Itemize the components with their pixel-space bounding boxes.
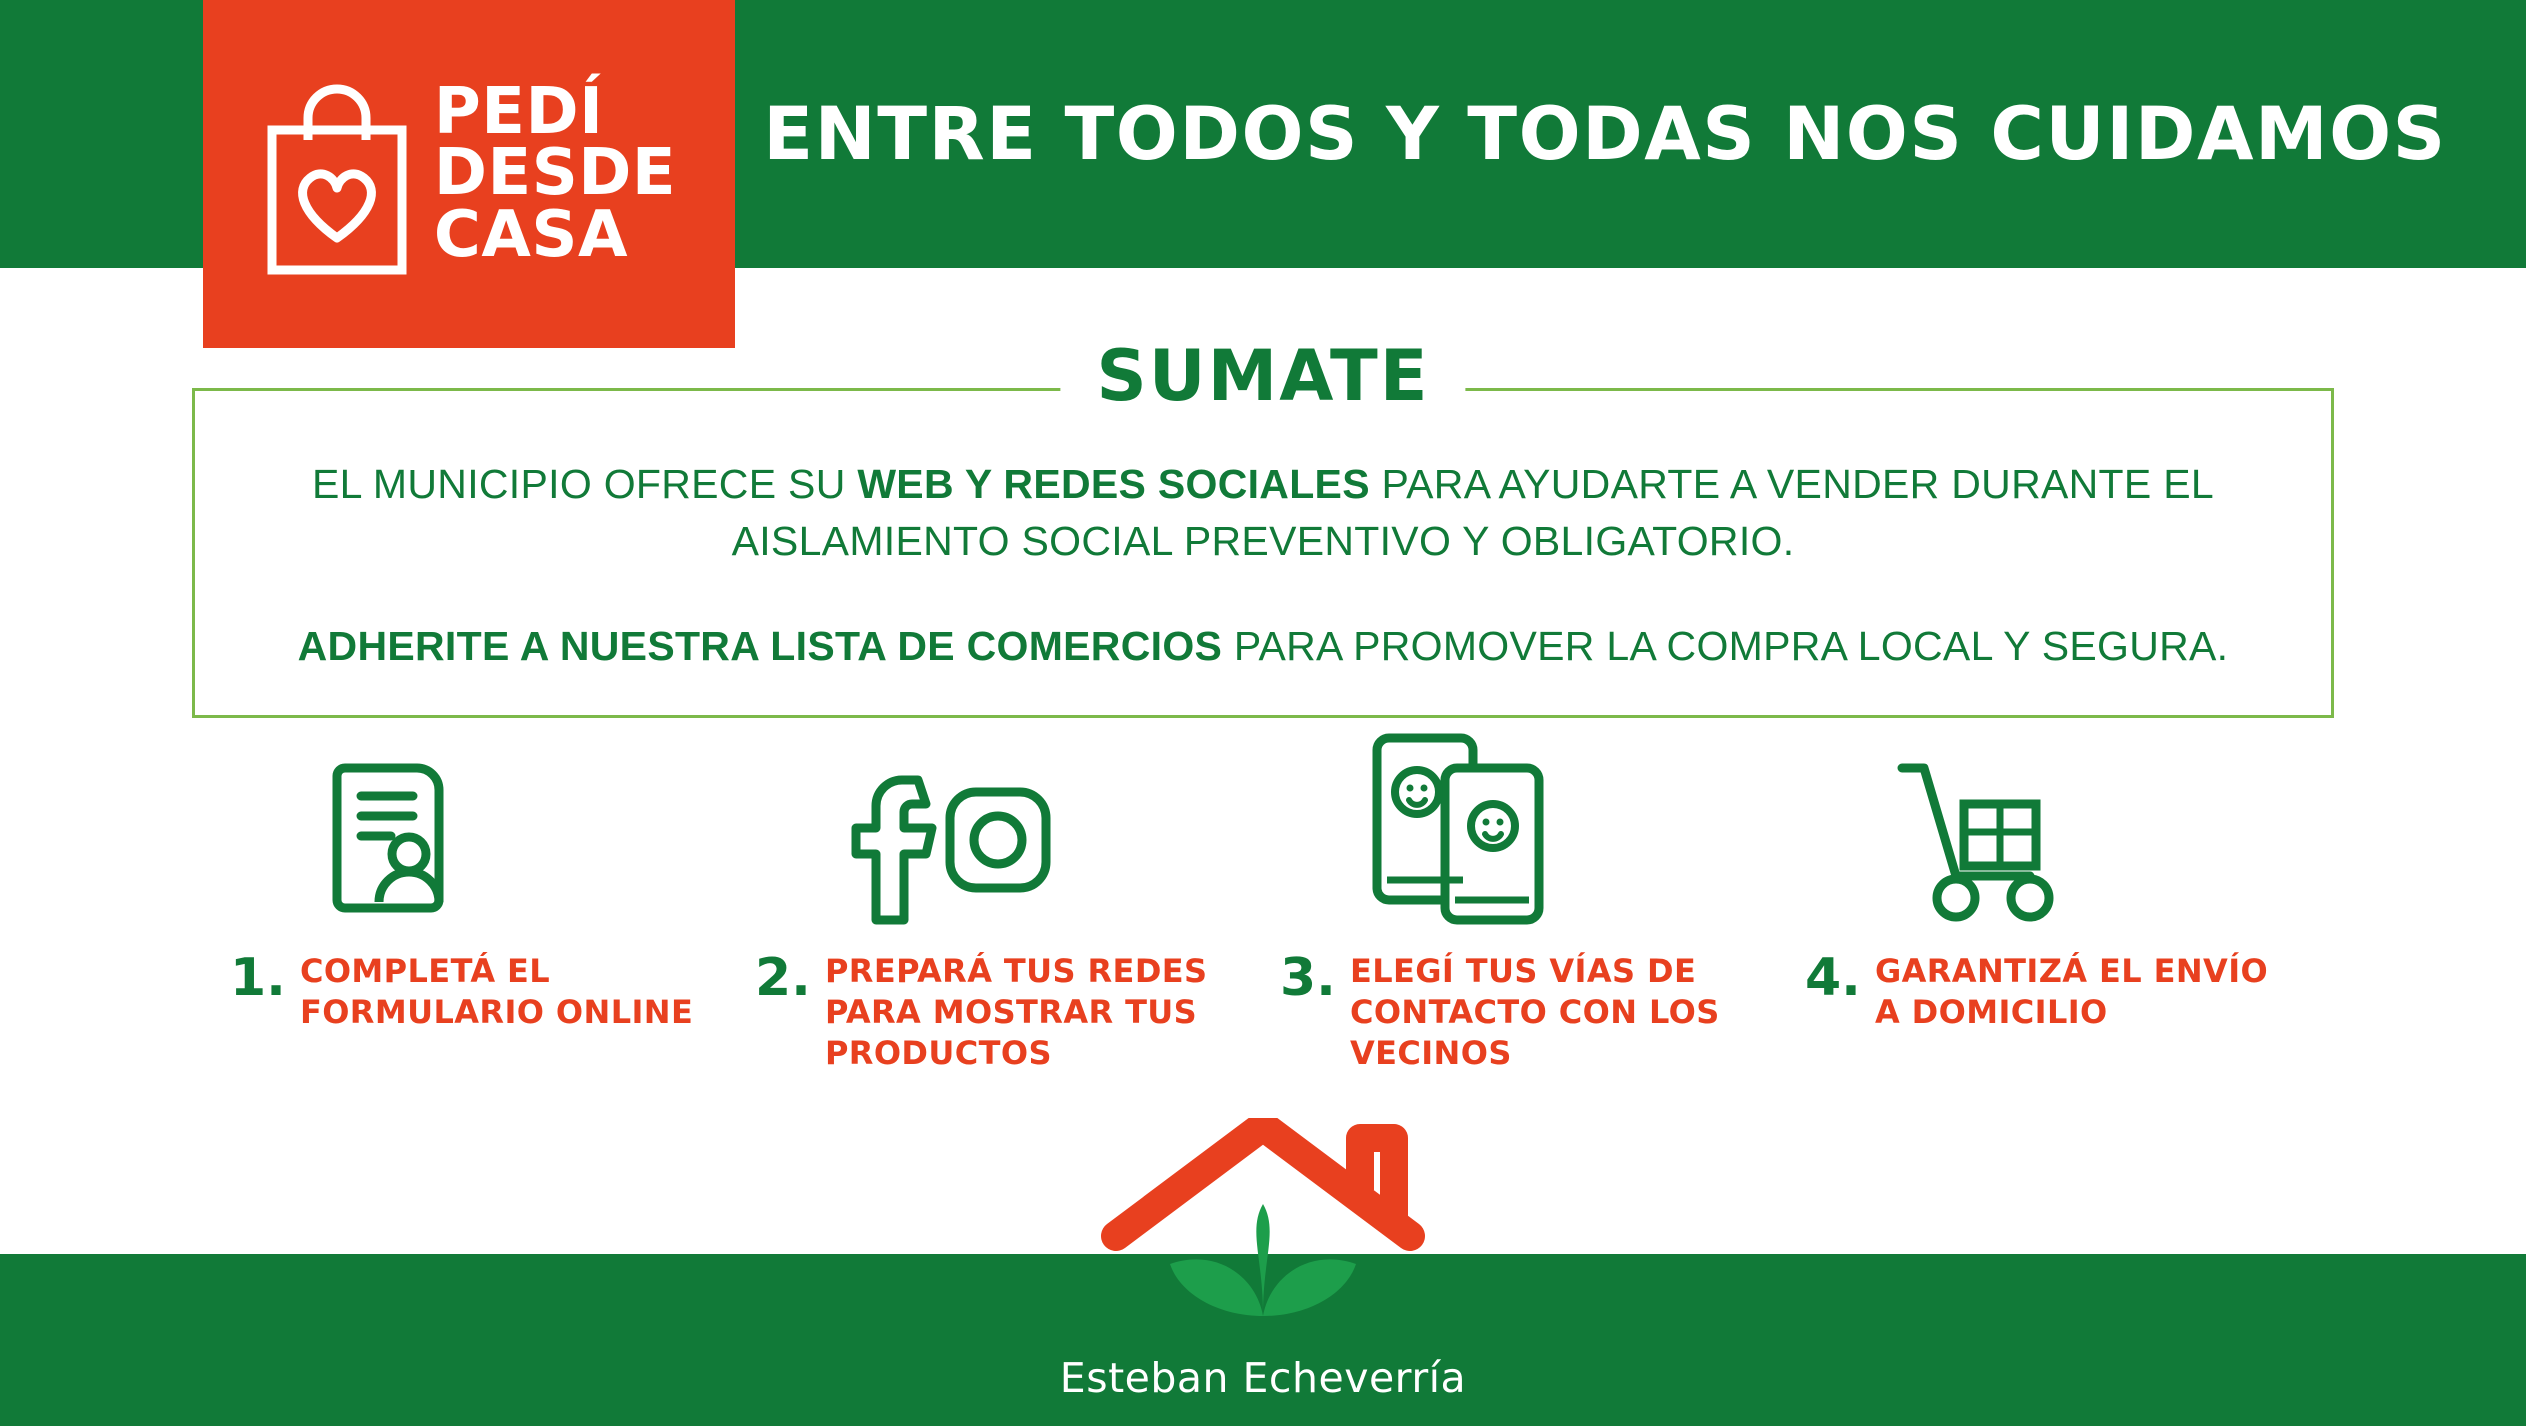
step-label: PREPARÁ TUS REDES PARA MOSTRAR TUS PRODUCTOS xyxy=(824,952,1208,1072)
sumate-title: SUMATE xyxy=(1060,335,1465,417)
header-title: ENTRE TODOS Y TODAS NOS CUIDAMOS xyxy=(763,91,2447,177)
delivery-cart-icon xyxy=(1805,735,2330,925)
logo-line-3: CASA xyxy=(433,197,628,272)
sumate-p1-pre: EL MUNICIPIO OFRECE SU xyxy=(312,461,858,507)
phones-chat-icon xyxy=(1280,735,1805,925)
step-item xyxy=(1805,735,2330,1115)
step-text xyxy=(1805,948,2330,1033)
step-item xyxy=(1280,735,1805,1115)
form-user-icon xyxy=(230,735,755,925)
sumate-paragraph-1 xyxy=(223,456,2303,569)
logo-line-2: DESDE xyxy=(433,136,677,211)
step-label: COMPLETÁ EL FORMULARIO ONLINE xyxy=(299,952,694,1031)
step-label: GARANTIZÁ EL ENVÍO A DOMICILIO xyxy=(1874,952,2269,1031)
step-label: ELEGÍ TUS VÍAS DE CONTACTO CON LOS VECINOS xyxy=(1349,952,1720,1072)
facebook-instagram-icon xyxy=(755,735,1280,925)
sumate-p1-bold: WEB Y REDES SOCIALES xyxy=(857,461,1370,507)
sumate-section xyxy=(192,335,2334,718)
step-item xyxy=(755,735,1280,1115)
pedi-desde-casa-logo xyxy=(203,0,735,348)
step-text xyxy=(1280,948,1805,1074)
sumate-p2-post: PARA PROMOVER LA COMPRA LOCAL Y SEGURA. xyxy=(1222,623,2229,669)
sumate-p1-post: PARA AYUDARTE A VENDER DURANTE EL AISLAMIENTO SOCIAL PREVENTIVO Y OBLIGATORIO. xyxy=(731,461,2214,564)
logo-line-1: PEDÍ xyxy=(433,74,604,149)
house-leaves-icon xyxy=(1098,1118,1428,1348)
step-text xyxy=(230,948,755,1033)
step-number: 3. xyxy=(1280,948,1336,1008)
shopping-bag-heart-icon xyxy=(262,78,412,278)
step-number: 1. xyxy=(230,948,286,1008)
sumate-paragraph-2 xyxy=(223,618,2303,675)
steps-list xyxy=(230,735,2330,1115)
step-text xyxy=(755,948,1280,1074)
step-number: 4. xyxy=(1805,948,1861,1008)
step-item xyxy=(230,735,755,1115)
sumate-p2-bold: ADHERITE A NUESTRA LISTA DE COMERCIOS xyxy=(297,623,1223,669)
municipality-name: Esteban Echeverría xyxy=(1059,1354,1467,1402)
logo-wordmark xyxy=(433,74,677,272)
step-number: 2. xyxy=(755,948,811,1008)
